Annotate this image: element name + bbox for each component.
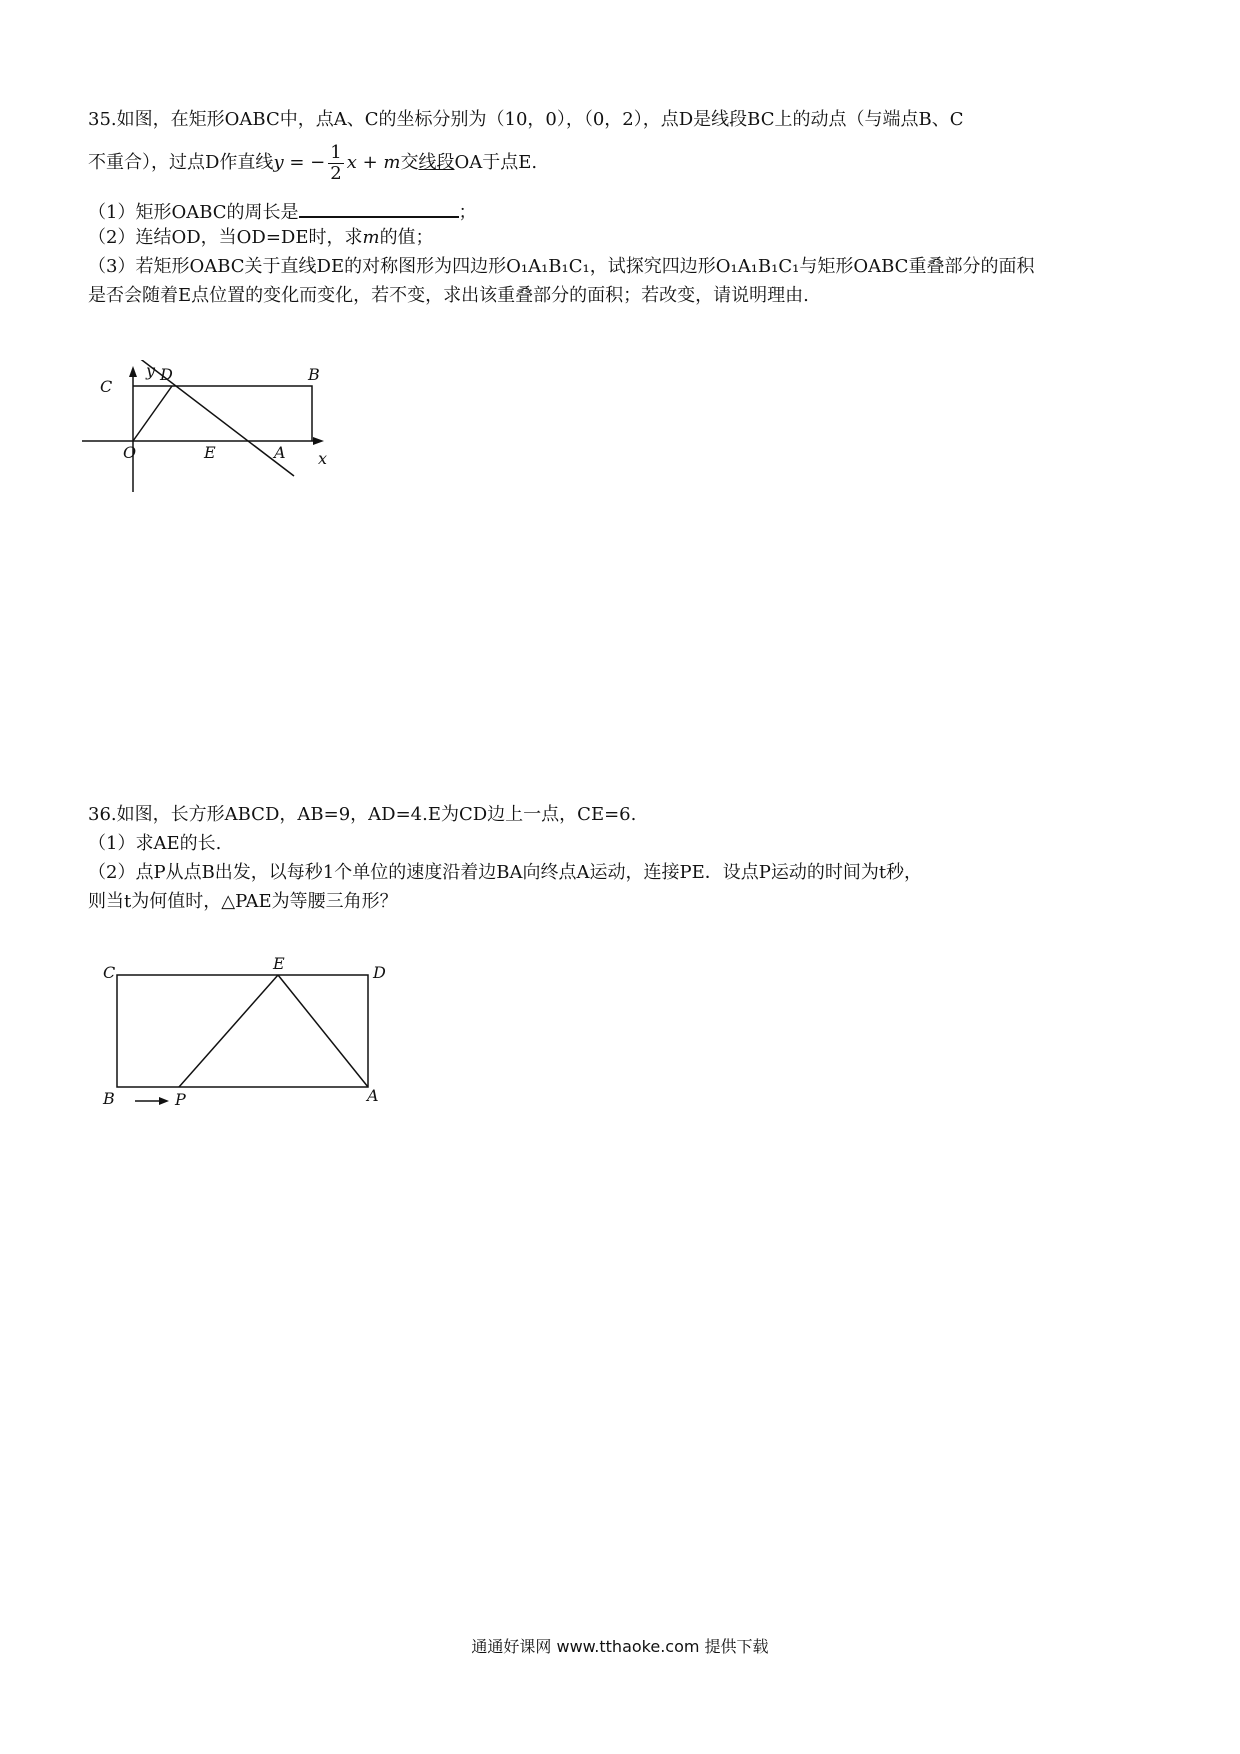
segment-ea [278,975,368,1087]
q36-part2-line2: 则当t为何值时，△PAE为等腰三角形？ [88,891,398,912]
q35-line2-text-b: 交 [400,152,419,173]
q35-part2-text-b: 的值； [379,227,434,248]
segment-pe [179,975,278,1087]
label-b: B [308,365,320,384]
q35-part1 [88,198,477,225]
segment-od [133,386,172,441]
label-c: C [100,377,113,396]
motion-arrow-icon [159,1097,169,1105]
y-axis-arrow [129,366,137,377]
page-footer: 通通好课网 www.tthaoke.com 提供下载 [471,1637,769,1656]
label-b: B [103,1089,115,1105]
q35-part2-text-a: （2）连结OD，当OD=DE时，求 [88,227,363,248]
eq-equals-minus: = − [289,152,326,173]
q35-line2-underlined: 线段 [418,152,455,173]
q36-line1: 36.如图，长方形ABCD，AB=9，AD=4.E为CD边上一点，CE=6. [88,804,637,825]
x-axis-arrow [313,437,324,445]
q35-line2-text-a: 不重合），过点D作直线 [88,152,274,173]
q35-line1: 35.如图，在矩形OABC中，点A、C的坐标分别为（10，0），（0，2），点D是线段BC上的动点（与端点B、C [88,109,964,130]
q35-part2-m: m [362,227,380,248]
eq-fraction [328,143,343,184]
q35-line2-text-c: OA于点E. [454,152,538,173]
label-y: y [146,361,156,380]
label-o: O [123,443,137,462]
figure-rectangle-oabc [80,360,370,540]
q36-part2-line1: （2）点P从点B出发，以每秒1个单位的速度沿着边BA向终点A运动，连接PE．设点P运动的时间为t秒， [88,862,923,883]
q36-part1: （1）求AE的长. [88,833,222,854]
figure-rectangle-abcd [95,955,395,1105]
label-c: C [103,963,116,982]
rectangle-sides [133,386,312,441]
q35-line2 [88,140,537,186]
label-p: P [175,1090,186,1105]
q35-part2 [88,226,434,250]
eq-fraction-denominator: 2 [330,162,342,184]
label-x: x [318,449,328,468]
label-a: A [274,443,286,462]
eq-m: m [383,152,401,173]
eq-y: y [273,152,284,173]
label-e: E [273,955,285,973]
eq-fraction-numerator: 1 [330,141,342,163]
label-e: E [204,443,216,462]
label-a: A [367,1086,379,1105]
q35-part3-line2: 是否会随着E点位置的变化而变化，若不变，求出该重叠部分的面积；若改变，请说明理由. [88,285,809,306]
q35-part1-text: （1）矩形OABC的周长是 [88,202,299,223]
q35-part1-end: ； [458,202,477,223]
eq-x: x [346,152,357,173]
rectangle-abcd [117,975,368,1087]
q35-part3-line1: （3）若矩形OABC关于直线DE的对称图形为四边形O₁A₁B₁C₁，试探究四边形O₁A₁B₁C₁与矩形OABC重叠部分的面积 [88,256,1035,277]
answer-blank [299,198,459,218]
label-d: D [160,365,173,384]
label-d: D [373,963,386,982]
eq-plus: + [362,152,378,173]
